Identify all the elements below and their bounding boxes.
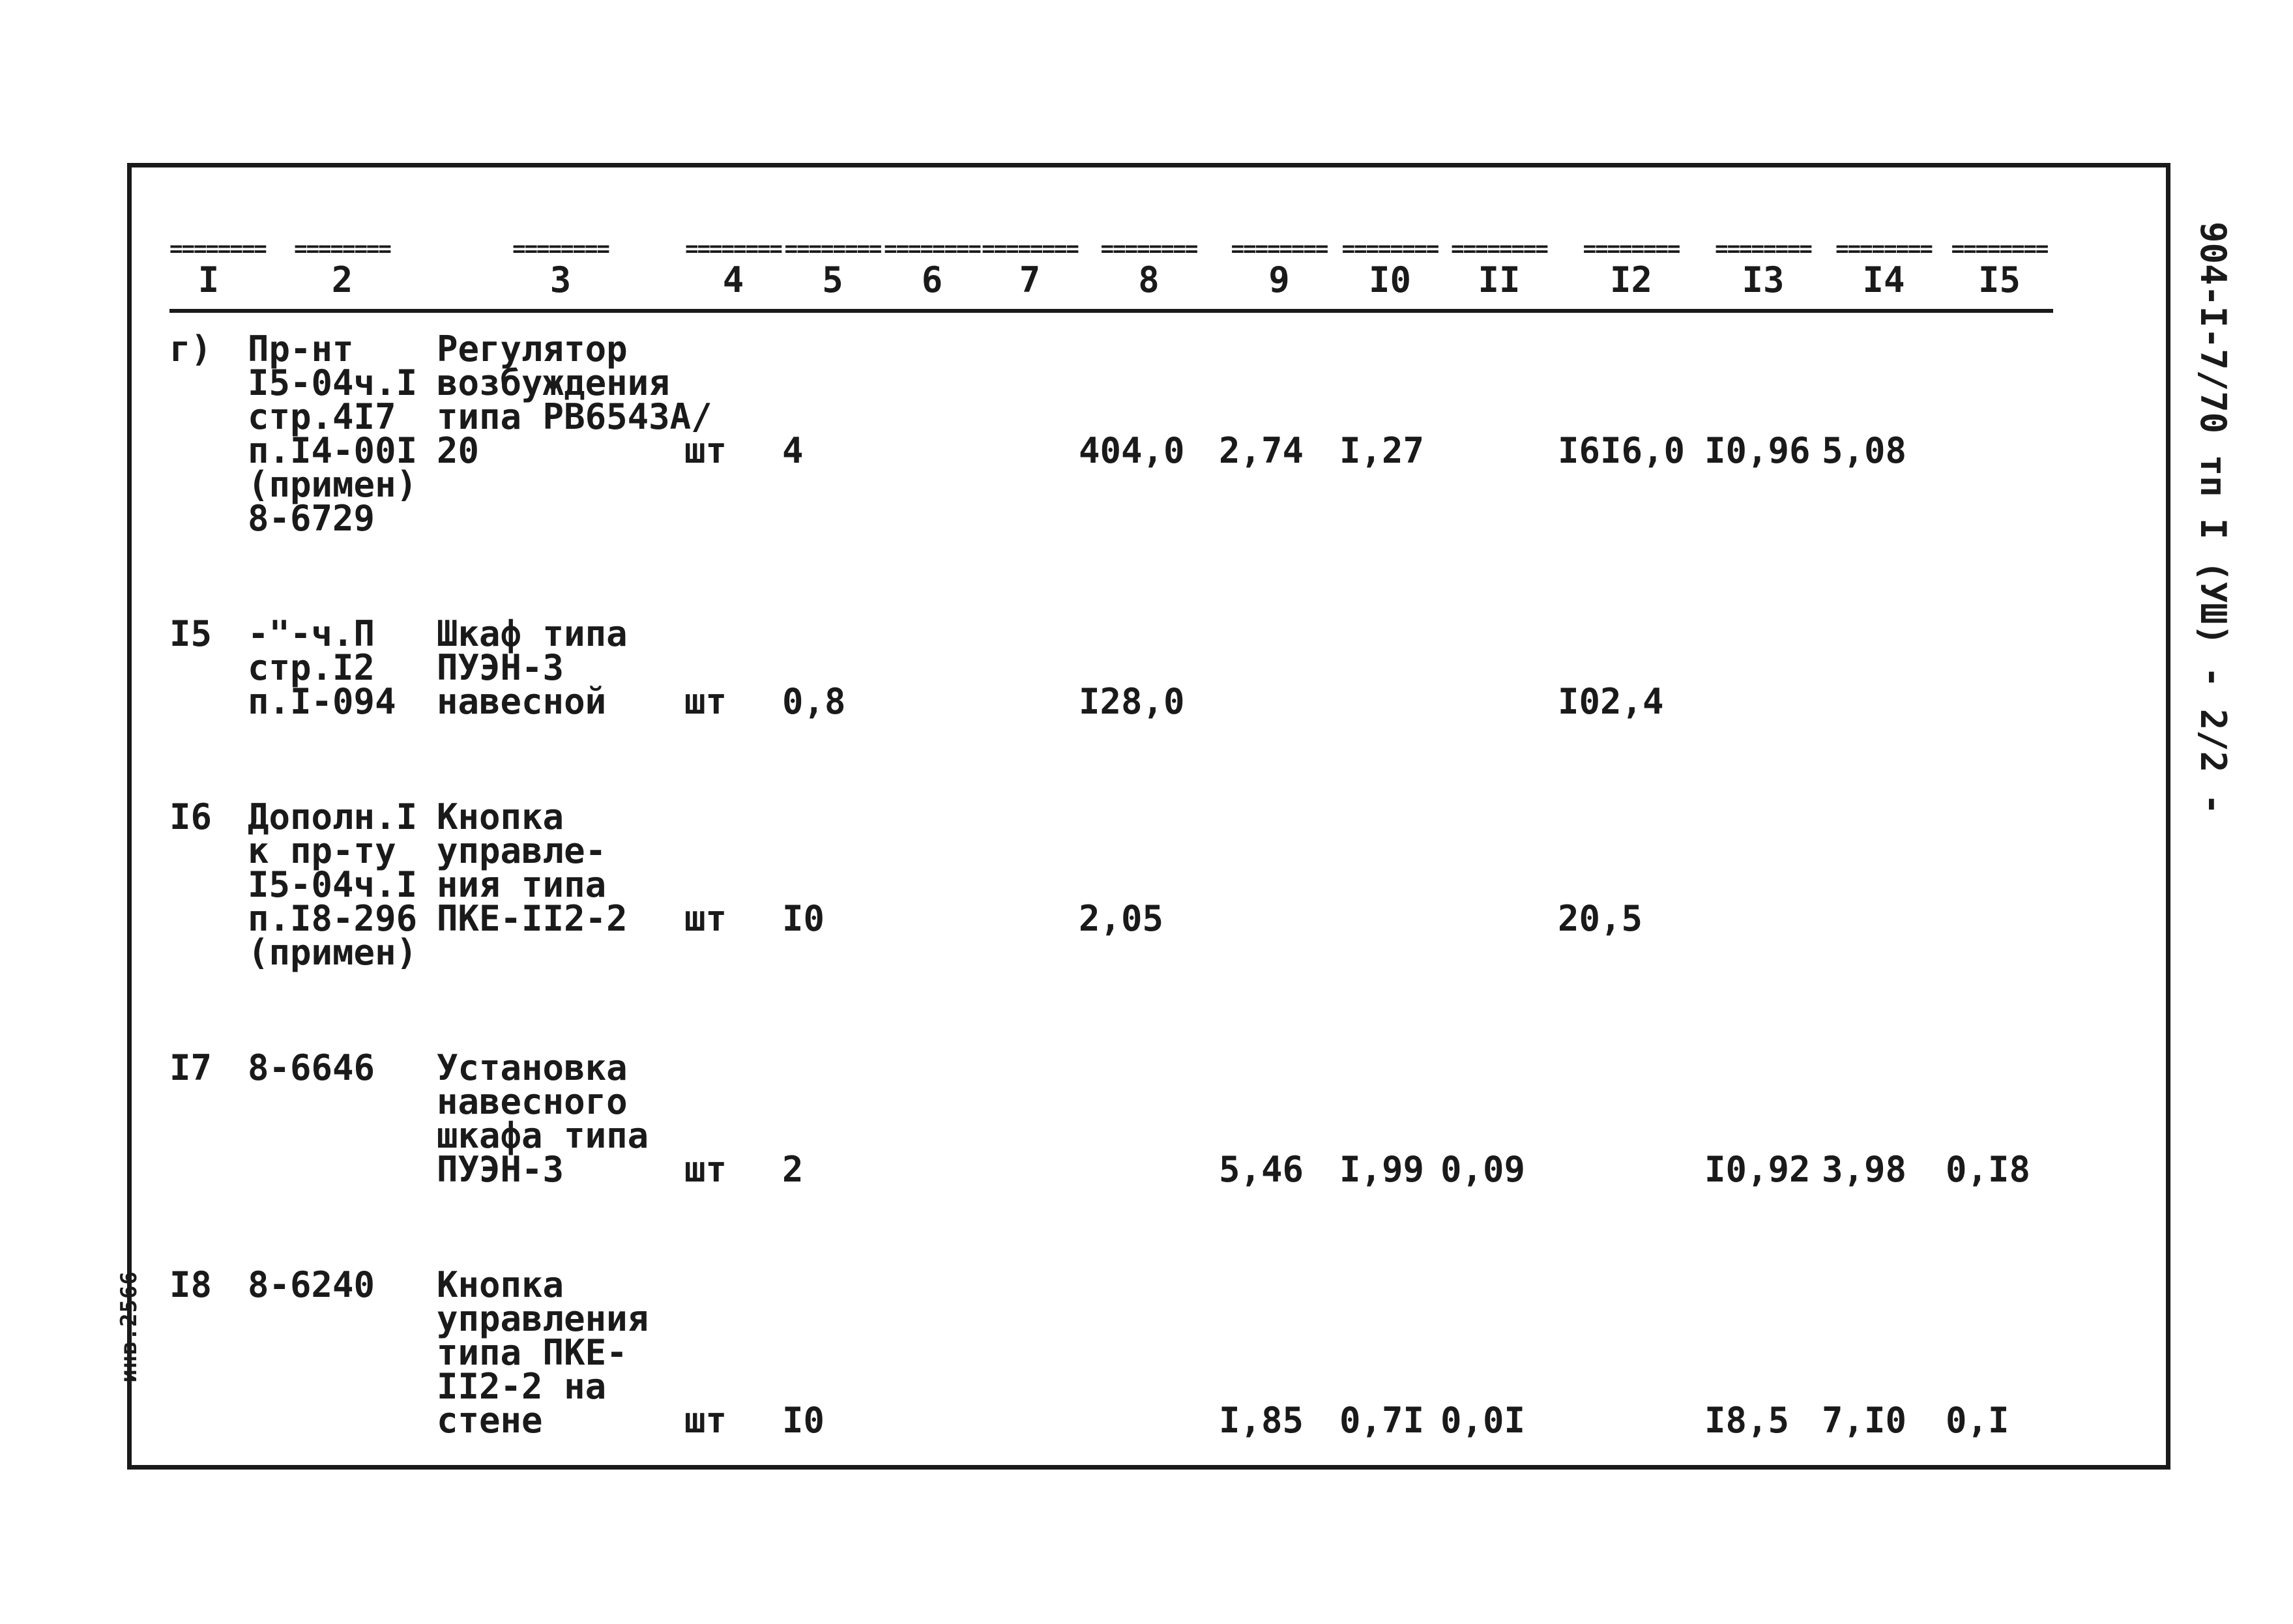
cell-text: 2,05 — [1079, 898, 1164, 939]
table-row — [169, 781, 2053, 970]
table-cell-num — [169, 598, 248, 719]
table-cell-c14 — [1822, 781, 1946, 970]
cell-text: Дополн.I к пр-ту I5-04ч.I п.I8-296 (примен) — [248, 796, 418, 973]
col-header: ======== I0 — [1339, 241, 1440, 311]
table-cell-c10 — [1339, 781, 1440, 970]
table-cell-name — [437, 1032, 684, 1190]
table-cell-c6 — [883, 781, 981, 970]
table-cell-unit — [684, 1249, 782, 1441]
table-cell-c12 — [1558, 598, 1704, 722]
table-cell-c6 — [883, 311, 981, 536]
cell-text: 404,0 — [1079, 430, 1185, 471]
table-row — [169, 1032, 2053, 1187]
col-header: ======== I5 — [1946, 241, 2053, 311]
table-row — [169, 1249, 2053, 1438]
table-cell-c10 — [1339, 1032, 1440, 1190]
table-cell-c15 — [1946, 1249, 2053, 1441]
cell-text: Пр-нт I5-04ч.I стр.4I7 п.I4-00I (примен) 8-6729 — [248, 328, 418, 539]
table-cell-c12 — [1558, 781, 1704, 970]
table-cell-c8 — [1079, 781, 1219, 970]
cell-text: 20,5 — [1558, 898, 1643, 939]
table-cell-c13 — [1704, 311, 1822, 536]
table-cell-c10 — [1339, 1249, 1440, 1441]
cell-text: шт — [684, 898, 727, 939]
row-spacer — [169, 970, 2053, 1032]
table-cell-unit — [684, 598, 782, 722]
col-header: ======== 2 — [248, 241, 437, 311]
table-cell-c11 — [1440, 1249, 1558, 1441]
table-cell-c13 — [1704, 1249, 1822, 1441]
table-cell-c14 — [1822, 1249, 1946, 1441]
table-cell-c9 — [1219, 311, 1339, 536]
table-cell-c13 — [1704, 781, 1822, 970]
cell-text: Установка навесного шкафа типа ПУЭН-3 — [437, 1047, 649, 1190]
cell-text: Кнопка управления типа ПКЕ- II2-2 на стене — [437, 1264, 649, 1441]
table-cell-name — [437, 1249, 684, 1441]
table-cell-c9 — [1219, 598, 1339, 719]
cell-text: I,99 — [1339, 1149, 1425, 1190]
cell-text: I,85 — [1219, 1400, 1304, 1441]
table-cell-c11 — [1440, 598, 1558, 719]
cell-text: 5,08 — [1822, 430, 1907, 471]
cell-text: I0,92 — [1704, 1149, 1811, 1190]
table-cell-c12 — [1558, 1249, 1704, 1438]
row-spacer — [169, 1187, 2053, 1249]
spacer-cell — [169, 1187, 2053, 1249]
table-cell-name — [437, 781, 684, 970]
col-header: ======== 9 — [1219, 241, 1339, 311]
table-cell-qty — [782, 598, 883, 722]
cell-text: г) — [169, 328, 212, 370]
table-cell-c12 — [1558, 311, 1704, 536]
table-cell-c8 — [1079, 311, 1219, 536]
inventory-stamp: инв.2566 — [116, 1271, 142, 1383]
table-cell-c14 — [1822, 1032, 1946, 1190]
cell-text: I0 — [782, 898, 825, 939]
table-cell-qty — [782, 781, 883, 970]
table-cell-c7 — [981, 598, 1079, 719]
col-header: ======== I — [169, 241, 248, 311]
cell-text: шт — [684, 430, 727, 471]
table-cell-name — [437, 598, 684, 722]
cell-text: I,27 — [1339, 430, 1425, 471]
col-header: ======== I4 — [1822, 241, 1946, 311]
cell-text: -"-ч.П стр.I2 п.I-094 — [248, 613, 396, 722]
table-cell-c7 — [981, 1032, 1079, 1187]
cell-text: 8-6240 — [248, 1264, 375, 1305]
cell-text: Шкаф типа ПУЭН-3 навесной — [437, 613, 628, 722]
table-cell-num — [169, 311, 248, 536]
table-body — [169, 311, 2053, 1441]
col-header: ======== 6 — [883, 241, 981, 311]
table-cell-code — [248, 311, 437, 539]
cell-text: I0 — [782, 1400, 825, 1441]
table-cell-c10 — [1339, 598, 1440, 719]
table-cell-c6 — [883, 1032, 981, 1187]
table-cell-c14 — [1822, 598, 1946, 719]
cell-text: 7,I0 — [1822, 1400, 1907, 1441]
table-row — [169, 311, 2053, 536]
table-cell-c8 — [1079, 598, 1219, 722]
table-cell-c14 — [1822, 311, 1946, 536]
table-cell-unit — [684, 781, 782, 970]
cell-text: Регулятор возбуждения типа РВ6543А/ 20 — [437, 328, 712, 471]
table-cell-qty — [782, 1249, 883, 1441]
table-row — [169, 598, 2053, 719]
spacer-cell — [169, 970, 2053, 1032]
table-cell-c15 — [1946, 311, 2053, 536]
table-cell-qty — [782, 311, 883, 536]
cell-text: I0,96 — [1704, 430, 1811, 471]
cell-text: 5,46 — [1219, 1149, 1304, 1190]
cell-text: 0,0I — [1440, 1400, 1526, 1441]
cell-text: I8 — [169, 1264, 212, 1305]
table-cell-code — [248, 1249, 437, 1438]
table-cell-qty — [782, 1032, 883, 1190]
cell-text: 4 — [782, 430, 804, 471]
table-cell-num — [169, 1032, 248, 1187]
table-cell-unit — [684, 1032, 782, 1190]
table-cell-c13 — [1704, 598, 1822, 719]
cell-text: 0,09 — [1440, 1149, 1526, 1190]
row-spacer — [169, 536, 2053, 598]
col-header: ======== 4 — [684, 241, 782, 311]
cell-text: Кнопка управле- ния типа ПКЕ-II2-2 — [437, 796, 628, 939]
table-cell-code — [248, 1032, 437, 1187]
cell-text: I5 — [169, 613, 212, 654]
col-header: ======== 8 — [1079, 241, 1219, 311]
col-header: ======== II — [1440, 241, 1558, 311]
cell-text: шт — [684, 1149, 727, 1190]
col-header: ======== 3 — [437, 241, 684, 311]
table-cell-c15 — [1946, 781, 2053, 970]
table-cell-c6 — [883, 598, 981, 719]
cell-text: 0,8 — [782, 681, 846, 722]
document-code: 904-I-7/70 тп I (УШ) - 2/2 - — [2193, 222, 2234, 815]
cell-text: 2,74 — [1219, 430, 1304, 471]
spacer-cell — [169, 536, 2053, 598]
cell-text: шт — [684, 681, 727, 722]
cell-text: 0,I8 — [1946, 1149, 2031, 1190]
cell-text: I02,4 — [1558, 681, 1664, 722]
cell-text: 3,98 — [1822, 1149, 1907, 1190]
table-cell-code — [248, 781, 437, 973]
cell-text: 0,I — [1946, 1400, 2009, 1441]
col-header: ======== I3 — [1704, 241, 1822, 311]
table-cell-c8 — [1079, 1032, 1219, 1187]
spacer-cell — [169, 719, 2053, 781]
table-cell-c15 — [1946, 1032, 2053, 1190]
cell-text: 8-6646 — [248, 1047, 375, 1088]
col-header: ======== I2 — [1558, 241, 1704, 311]
table-cell-c10 — [1339, 311, 1440, 536]
header-row — [169, 241, 2053, 311]
table-cell-c7 — [981, 781, 1079, 970]
table-cell-c13 — [1704, 1032, 1822, 1190]
col-header: ======== 7 — [981, 241, 1079, 311]
table-cell-c8 — [1079, 1249, 1219, 1438]
table-cell-c9 — [1219, 1032, 1339, 1190]
cell-text: шт — [684, 1400, 727, 1441]
cell-text: 0,7I — [1339, 1400, 1425, 1441]
specification-table — [169, 236, 2053, 1441]
row-spacer — [169, 719, 2053, 781]
table-cell-c11 — [1440, 311, 1558, 536]
cell-text: I6 — [169, 796, 212, 837]
table-cell-c12 — [1558, 1032, 1704, 1187]
table-cell-c7 — [981, 1249, 1079, 1438]
cell-text: I6I6,0 — [1558, 430, 1686, 471]
cell-text: I28,0 — [1079, 681, 1185, 722]
table-cell-c9 — [1219, 1249, 1339, 1441]
cell-text: I7 — [169, 1047, 212, 1088]
table-cell-c11 — [1440, 1032, 1558, 1190]
table-cell-code — [248, 598, 437, 722]
table-cell-c11 — [1440, 781, 1558, 970]
table-cell-c9 — [1219, 781, 1339, 970]
cell-text: I8,5 — [1704, 1400, 1790, 1441]
cell-text: 2 — [782, 1149, 804, 1190]
table-cell-num — [169, 1249, 248, 1438]
table-cell-c15 — [1946, 598, 2053, 719]
col-header: ======== 5 — [782, 241, 883, 311]
table-cell-c6 — [883, 1249, 981, 1438]
table-cell-c7 — [981, 311, 1079, 536]
table-cell-num — [169, 781, 248, 970]
